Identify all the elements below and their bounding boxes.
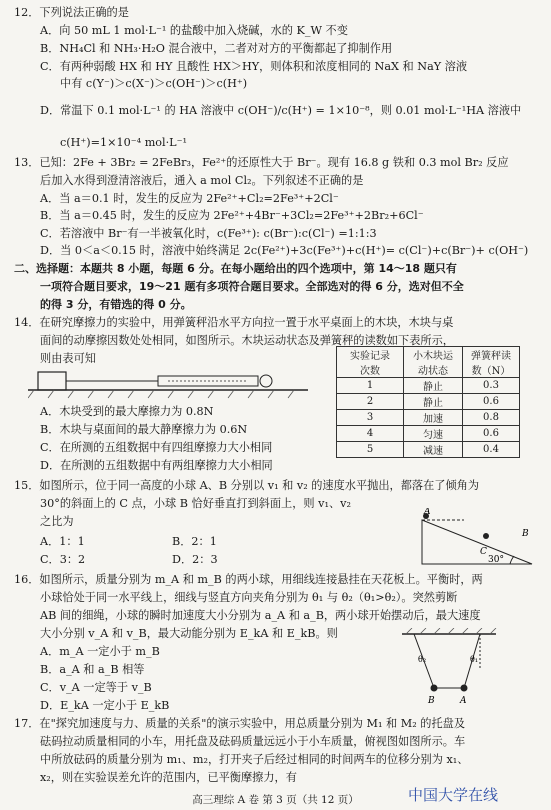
watermark: 中国大学在线 <box>408 786 499 804</box>
table-cell: 匀速 <box>404 426 463 442</box>
text-line: 中有 c(Y⁻)＞c(X⁻)＞c(OH⁻)＞c(H⁺) <box>60 77 248 90</box>
table-cell: 2 <box>337 394 404 410</box>
table-cell: 0.6 <box>463 394 520 410</box>
text-line: C．在所测的五组数据中有四组摩擦力大小相同 <box>40 441 273 454</box>
text-line: A．1：1 <box>40 535 85 548</box>
text-line: A．m_A 一定小于 m_B <box>40 645 160 658</box>
table-header-row <box>337 347 520 378</box>
table-header: 小木块运 动状态 <box>404 347 463 378</box>
text-line: C．v_A 一定等于 v_B <box>40 681 152 694</box>
table-cell: 静止 <box>404 378 463 394</box>
text-line: x₂，则在实验误差允许的范围内，已平衡摩擦力，有 <box>40 771 297 784</box>
text-line: 12．下列说法正确的是 <box>14 6 129 19</box>
label-a: A <box>424 508 431 517</box>
table-cell: 0.4 <box>463 442 520 458</box>
text-line: 15．如图所示，位于同一高度的小球 A、B 分别以 v₁ 和 v₂ 的速度水平抛出，都落在了倾角为 <box>14 479 480 492</box>
measurement-table <box>336 346 520 458</box>
table-cell: 4 <box>337 426 404 442</box>
text-line: B．a_A 和 a_B 相等 <box>40 663 145 676</box>
table-cell: 静止 <box>404 394 463 410</box>
text-line: 13．已知：2Fe + 3Br₂ = 2FeBr₃，Fe²⁺的还原性大于 Br⁻。现有 16.8 g 铁和 0.3 mol Br₂ 反应 <box>14 156 509 169</box>
theta1-label: θ₁ <box>470 655 479 664</box>
text-line: D．E_kA 一定小于 E_kB <box>40 699 170 712</box>
theta2-label: θ₂ <box>418 655 427 664</box>
label-b: B <box>428 696 435 706</box>
table-row <box>337 442 520 458</box>
table-row <box>337 426 520 442</box>
table-cell: 0.8 <box>463 410 520 426</box>
text-line: 二、选择题：本题共 8 小题，每题 6 分。在每小题给出的四个选项中，第 14～18 题只有 <box>14 262 457 275</box>
table-cell: 加速 <box>404 410 463 426</box>
text-line: D．2：3 <box>172 553 218 566</box>
table-row <box>337 378 520 394</box>
text-line: 17．在"探究加速度与力、质量的关系"的演示实验中，用总质量分别为 M₁ 和 M₂ 的托盘及 <box>14 717 466 730</box>
ball-c <box>483 533 489 539</box>
text-line: 一项符合题目要求，19～21 题有多项符合题目要求。全部选对的得 6 分，选对但不全 <box>40 280 464 293</box>
table-header: 弹簧秤读 数（N） <box>463 347 520 378</box>
text-line: 中所放砝码的质量分别为 m₁、m₂，打开夹子后经过相同的时间两车的位移分别为 x₁、 <box>40 753 469 766</box>
table-cell: 减速 <box>404 442 463 458</box>
label-b: B <box>522 529 529 539</box>
table-row <box>337 410 520 426</box>
text-line: D．常温下 0.1 mol·L⁻¹ 的 HA 溶液中 c(OH⁻)/c(H⁺) = 1×10⁻⁸，则 0.01 mol·L⁻¹HA 溶液中 <box>40 104 522 117</box>
text-line: A．当 a＝0.1 时，发生的反应为 2Fe²⁺+Cl₂=2Fe³⁺+2Cl⁻ <box>40 192 339 205</box>
table-cell: 5 <box>337 442 404 458</box>
text-line: B．木块与桌面间的最大静摩擦力为 0.6N <box>40 423 248 436</box>
ball-a <box>461 685 468 692</box>
text-line: D．在所测的五组数据中有两组摩擦力大小相同 <box>40 459 273 472</box>
table-cell: 3 <box>337 410 404 426</box>
incline-figure <box>414 508 544 572</box>
text-line: 大小分别 v_A 和 v_B，最大动能分别为 E_kA 和 E_kB。则 <box>40 627 338 640</box>
text-line: 砝码拉动质量相同的小车，用托盘及砝码质量远远小于小车质量，俯视图如图所示。车 <box>40 735 466 748</box>
table-row <box>337 394 520 410</box>
text-line: 16．如图所示，质量分别为 m_A 和 m_B 的两小球，用细线连接悬挂在天花板上。平衡时，两 <box>14 573 483 586</box>
text-line: 的得 3 分，有错选的得 0 分。 <box>40 298 192 311</box>
text-line: 面间的动摩擦因数处处相同，如图所示。木块运动状态及弹簧秤的读数如下表所示， <box>40 334 454 347</box>
text-line: C．有两种弱酸 HX 和 HY 且酸性 HX＞HY，则体积和浓度相同的 NaX 和 NaY 溶液 <box>40 60 468 73</box>
table-cell: 0.6 <box>463 426 520 442</box>
label-a: A <box>460 696 467 706</box>
label-c: C <box>480 547 487 557</box>
text-line: 30°的斜面上的 C 点，小球 B 恰好垂直打到斜面上，则 v₁、v₂ <box>40 497 351 510</box>
ceiling-hatching <box>406 628 496 634</box>
text-line: 则由表可知 <box>40 352 96 365</box>
table-cell: 1 <box>337 378 404 394</box>
text-line: B．NH₄Cl 和 NH₃·H₂O 混合液中，二者对对方的平衡都起了抑制作用 <box>40 42 393 55</box>
text-line: c(H⁺)=1×10⁻⁴ mol·L⁻¹ <box>60 136 188 149</box>
ball-b <box>431 685 438 692</box>
incline-slope <box>422 520 532 564</box>
text-line: D．当 0＜a＜0.15 时，溶液中始终满足 2c(Fe²⁺)+3c(Fe³⁺)+c(H⁺)= c(Cl⁻)+c(Br⁻)+ c(OH⁻) <box>40 244 529 257</box>
text-line: 小球恰处于同一水平线上，细线与竖直方向夹角分别为 θ₁ 与 θ₂（θ₁>θ₂）。突然剪断 <box>40 591 458 604</box>
text-line: 14．在研究摩擦力的实验中，用弹簧秤沿水平方向拉一置于水平桌面上的木块，木块与桌 <box>14 316 454 329</box>
text-line: 后加入水得到澄清溶液后，通入 a mol Cl₂。下列叙述不正确的是 <box>40 174 364 187</box>
text-line: B．当 a＝0.45 时，发生的反应为 2Fe²⁺+4Br⁻+3Cl₂=2Fe³⁺+2Br₂+6Cl⁻ <box>40 209 424 222</box>
table-cell: 0.3 <box>463 378 520 394</box>
text-line: A．向 50 mL 1 mol·L⁻¹ 的盐酸中加入烧碱，水的 K_W 不变 <box>40 24 348 37</box>
text-line: B．2：1 <box>172 535 217 548</box>
balance-ring <box>260 375 272 387</box>
wood-block <box>38 372 66 390</box>
text-line: C．3：2 <box>40 553 86 566</box>
page-footer: 高三理综 A 卷 第 3 页（共 12 页） <box>192 794 359 806</box>
table-header: 实验记录 次数 <box>337 347 404 378</box>
surface-hatching <box>28 390 294 398</box>
angle-arc <box>510 556 514 564</box>
angle-label: 30° <box>488 555 504 565</box>
spring-balance-figure <box>28 368 318 402</box>
text-line: 之比为 <box>40 515 74 528</box>
text-line: AB 间的细绳，小球的瞬时加速度大小分别为 a_A 和 a_B，两小球开始摆动后，最大速度 <box>40 609 481 622</box>
text-line: C．若溶液中 Br⁻有一半被氧化时，c(Fe³⁺): c(Br⁻):c(Cl⁻) =1:1:3 <box>40 227 377 240</box>
pendulum-figure <box>400 628 500 706</box>
text-line: A．木块受到的最大摩擦力为 0.8N <box>40 405 214 418</box>
